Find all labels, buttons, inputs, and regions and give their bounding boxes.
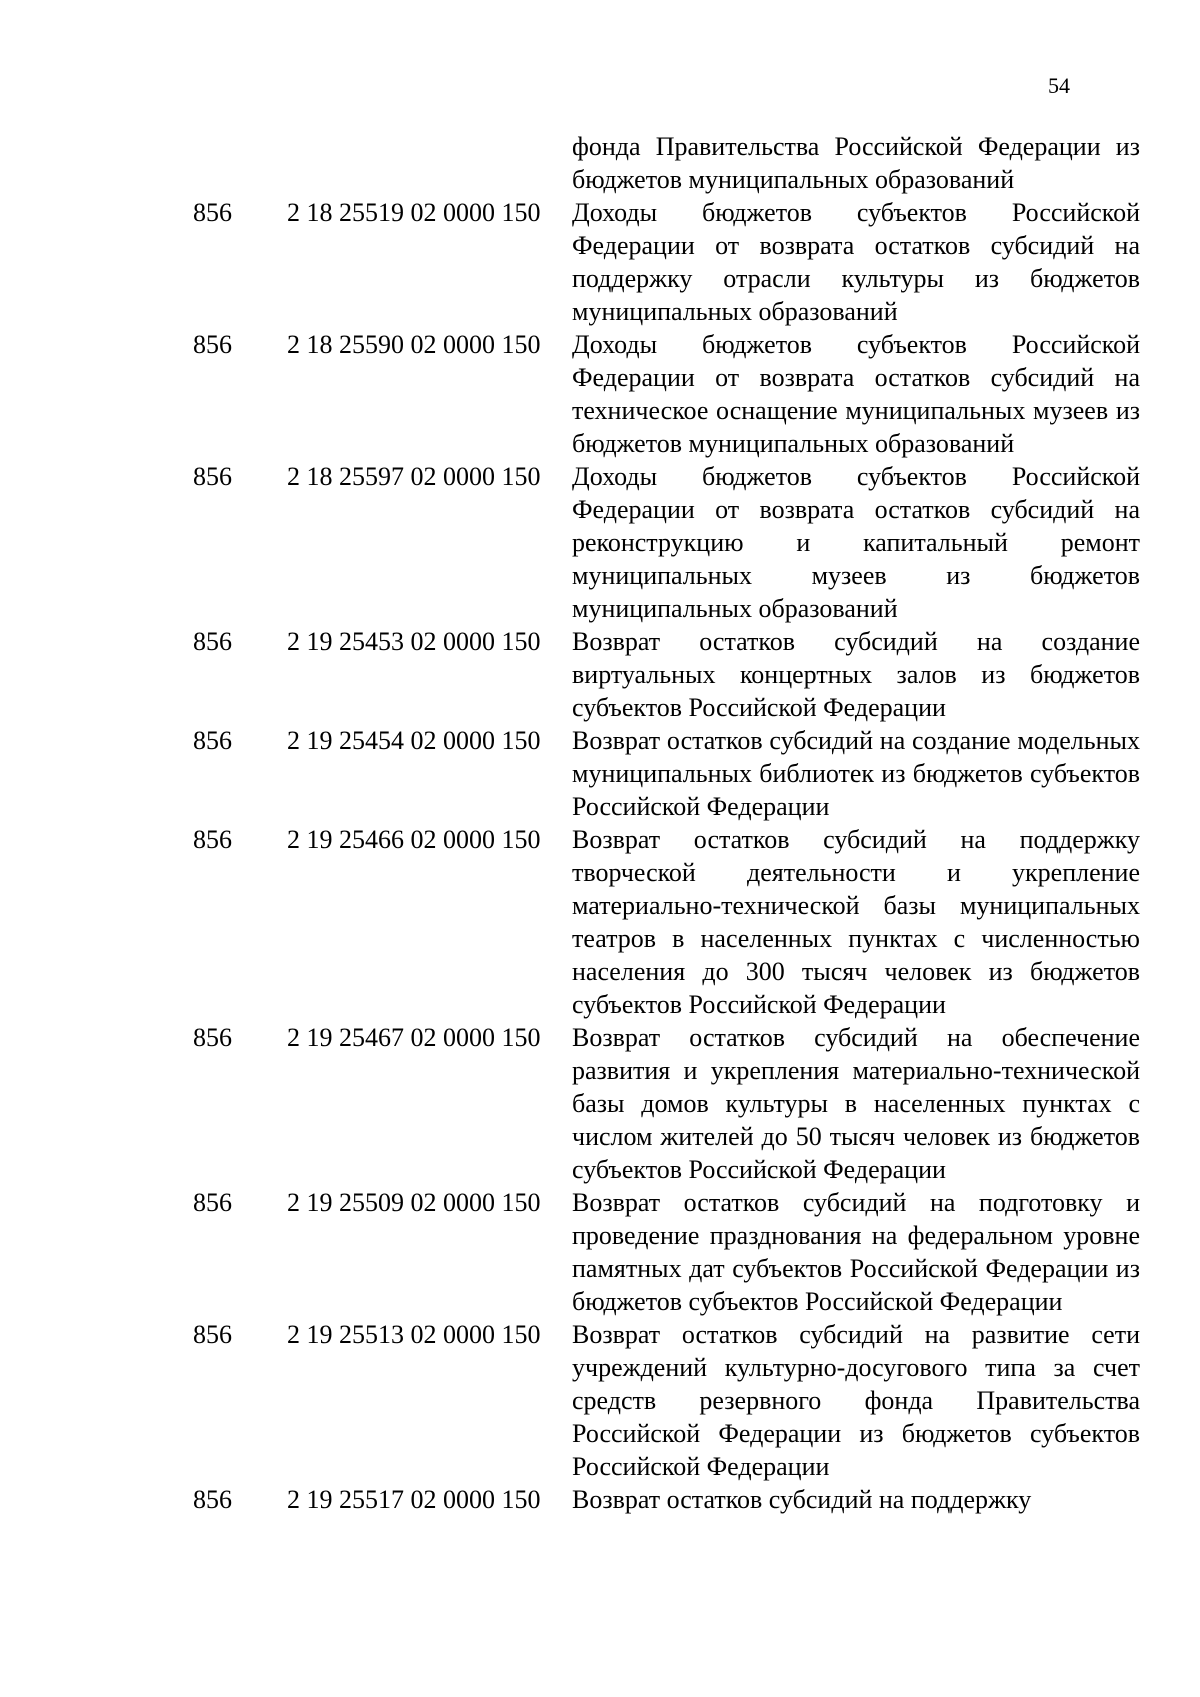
budget-classification-code: 2 18 25590 02 0000 150 <box>287 330 541 359</box>
budget-classification-code: 2 19 25454 02 0000 150 <box>287 726 541 755</box>
admin-code: 856 <box>193 825 232 854</box>
budget-classification-code: 2 19 25509 02 0000 150 <box>287 1188 541 1217</box>
table-row <box>0 130 1200 196</box>
income-description: Возврат остатков субсидий на поддержку творческой деятельности и укрепление материально-технической базы муниципальных театров в населенных пунктах с численностью населения до 300 тысяч человек из бюджетов субъектов Российской Федерации <box>572 825 1140 1019</box>
budget-classification-code: 2 19 25517 02 0000 150 <box>287 1485 541 1514</box>
budget-classification-code: 2 19 25453 02 0000 150 <box>287 627 541 656</box>
income-description: Доходы бюджетов субъектов Российской Федерации от возврата остатков субсидий на поддержку отрасли культуры из бюджетов муниципальных образований <box>572 198 1140 326</box>
income-description: Доходы бюджетов субъектов Российской Федерации от возврата остатков субсидий на реконструкцию и капитальный ремонт муниципальных музеев из бюджетов муниципальных образований <box>572 462 1140 623</box>
table-row <box>0 1186 1200 1318</box>
table-row <box>0 823 1200 1021</box>
page-number: 54 <box>1048 73 1070 98</box>
income-description: Возврат остатков субсидий на создание модельных муниципальных библиотек из бюджетов субъектов Российской Федерации <box>572 726 1140 821</box>
income-description: Возврат остатков субсидий на подготовку и проведение празднования на федеральном уровне памятных дат субъектов Российской Федерации из бюджетов субъектов Российской Федерации <box>572 1188 1140 1316</box>
admin-code: 856 <box>193 726 232 755</box>
admin-code: 856 <box>193 330 232 359</box>
admin-code: 856 <box>193 1188 232 1217</box>
table-row <box>0 625 1200 724</box>
budget-codes-table <box>0 130 1200 1516</box>
table-row <box>0 460 1200 625</box>
budget-classification-code: 2 19 25513 02 0000 150 <box>287 1320 541 1349</box>
income-description: Возврат остатков субсидий на обеспечение развития и укрепления материально-технической базы домов культуры в населенных пунктах с числом жителей до 50 тысяч человек из бюджетов субъектов Российской Федерации <box>572 1023 1140 1184</box>
admin-code: 856 <box>193 1485 232 1514</box>
table-row <box>0 1021 1200 1186</box>
budget-classification-code: 2 19 25467 02 0000 150 <box>287 1023 541 1052</box>
income-description: Возврат остатков субсидий на создание виртуальных концертных залов из бюджетов субъектов Российской Федерации <box>572 627 1140 722</box>
table-row <box>0 1483 1200 1516</box>
income-description: фонда Правительства Российской Федерации из бюджетов муниципальных образований <box>572 132 1140 194</box>
budget-classification-code: 2 18 25597 02 0000 150 <box>287 462 541 491</box>
admin-code: 856 <box>193 198 232 227</box>
table-row <box>0 724 1200 823</box>
admin-code: 856 <box>193 1023 232 1052</box>
table-row <box>0 1318 1200 1483</box>
table-row <box>0 196 1200 328</box>
income-description: Возврат остатков субсидий на поддержку <box>572 1485 1032 1514</box>
budget-classification-code: 2 18 25519 02 0000 150 <box>287 198 541 227</box>
income-description: Доходы бюджетов субъектов Российской Федерации от возврата остатков субсидий на техническое оснащение муниципальных музеев из бюджетов муниципальных образований <box>572 330 1140 458</box>
income-description: Возврат остатков субсидий на развитие сети учреждений культурно-досугового типа за счет средств резервного фонда Правительства Российской Федерации из бюджетов субъектов Российской Федерации <box>572 1320 1140 1481</box>
budget-classification-code: 2 19 25466 02 0000 150 <box>287 825 541 854</box>
admin-code: 856 <box>193 462 232 491</box>
admin-code: 856 <box>193 627 232 656</box>
table-row <box>0 328 1200 460</box>
admin-code: 856 <box>193 1320 232 1349</box>
